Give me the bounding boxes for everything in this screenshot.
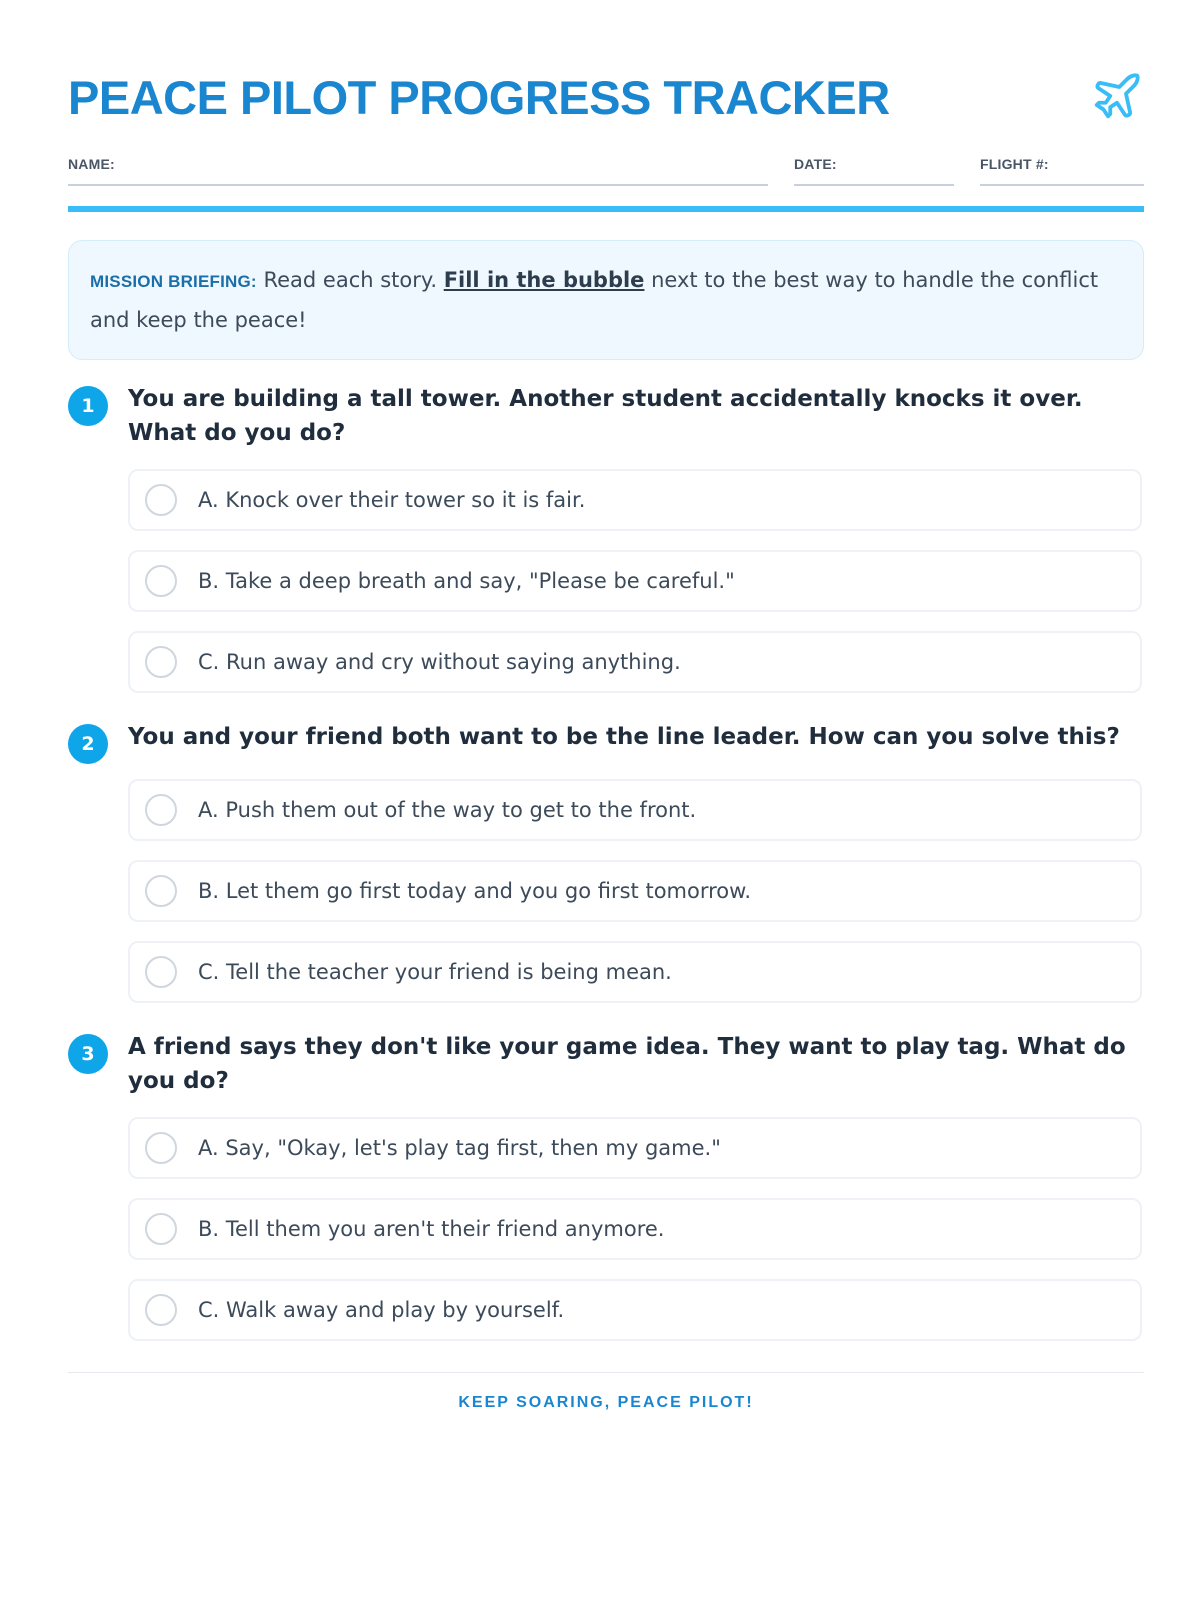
question-number-badge: 2 [68, 724, 108, 764]
answer-bubble[interactable] [145, 956, 177, 988]
flight-number-field[interactable] [980, 150, 1144, 186]
question-text: You are building a tall tower. Another student accidentally knocks it over. What do you do? [128, 386, 1083, 446]
briefing-text-before: Read each story. [256, 268, 444, 292]
airplane-icon [1090, 68, 1144, 124]
name-field[interactable] [68, 150, 768, 186]
date-label: DATE: [794, 156, 837, 172]
answer-option[interactable] [128, 779, 1142, 841]
answer-bubble[interactable] [145, 484, 177, 516]
footer-divider [68, 1372, 1144, 1373]
answer-text: C. Run away and cry without saying anything. [198, 650, 681, 674]
flight-number-label: FLIGHT #: [980, 156, 1049, 172]
header-divider [68, 206, 1144, 212]
briefing-text-after: next to the best way to handle the conflict and keep the peace! [90, 268, 1099, 332]
answer-bubble[interactable] [145, 1132, 177, 1164]
answer-option[interactable] [128, 1279, 1142, 1341]
answer-text: B. Tell them you aren't their friend anymore. [198, 1217, 665, 1241]
answer-option[interactable] [128, 1198, 1142, 1260]
date-field[interactable] [794, 150, 954, 186]
answer-text: A. Push them out of the way to get to the front. [198, 798, 697, 822]
answer-bubble[interactable] [145, 1213, 177, 1245]
answer-text: A. Say, "Okay, let's play tag first, then my game." [198, 1136, 721, 1160]
answer-bubble[interactable] [145, 646, 177, 678]
mission-briefing [68, 240, 1144, 360]
name-label: NAME: [68, 156, 115, 172]
answer-text: C. Walk away and play by yourself. [198, 1298, 565, 1322]
page-title: PEACE PILOT PROGRESS TRACKER [68, 71, 890, 124]
answer-text: B. Let them go first today and you go first tomorrow. [198, 879, 752, 903]
answer-bubble[interactable] [145, 875, 177, 907]
answer-option[interactable] [128, 631, 1142, 693]
footer-motto: KEEP SOARING, PEACE PILOT! [458, 1394, 754, 1411]
question-text: A friend says they don't like your game idea. They want to play tag. What do you do? [128, 1034, 1126, 1094]
briefing-emphasis: Fill in the bubble [443, 268, 645, 292]
question-text: You and your friend both want to be the line leader. How can you solve this? [128, 724, 1120, 750]
student-info-fields [68, 150, 1144, 186]
answer-text: C. Tell the teacher your friend is being mean. [198, 960, 672, 984]
answer-option[interactable] [128, 469, 1142, 531]
question-number-badge: 3 [68, 1034, 108, 1074]
answer-text: A. Knock over their tower so it is fair. [198, 488, 586, 512]
briefing-lead: MISSION BRIEFING: [90, 272, 257, 291]
answer-option[interactable] [128, 1117, 1142, 1179]
answer-option[interactable] [128, 550, 1142, 612]
answer-bubble[interactable] [145, 794, 177, 826]
answer-bubble[interactable] [145, 565, 177, 597]
answer-bubble[interactable] [145, 1294, 177, 1326]
answer-option[interactable] [128, 860, 1142, 922]
question-number-badge: 1 [68, 386, 108, 426]
worksheet-header [68, 0, 1144, 150]
worksheet [68, 0, 1144, 1411]
answer-option[interactable] [128, 941, 1142, 1003]
answer-text: B. Take a deep breath and say, "Please be careful." [198, 569, 735, 593]
